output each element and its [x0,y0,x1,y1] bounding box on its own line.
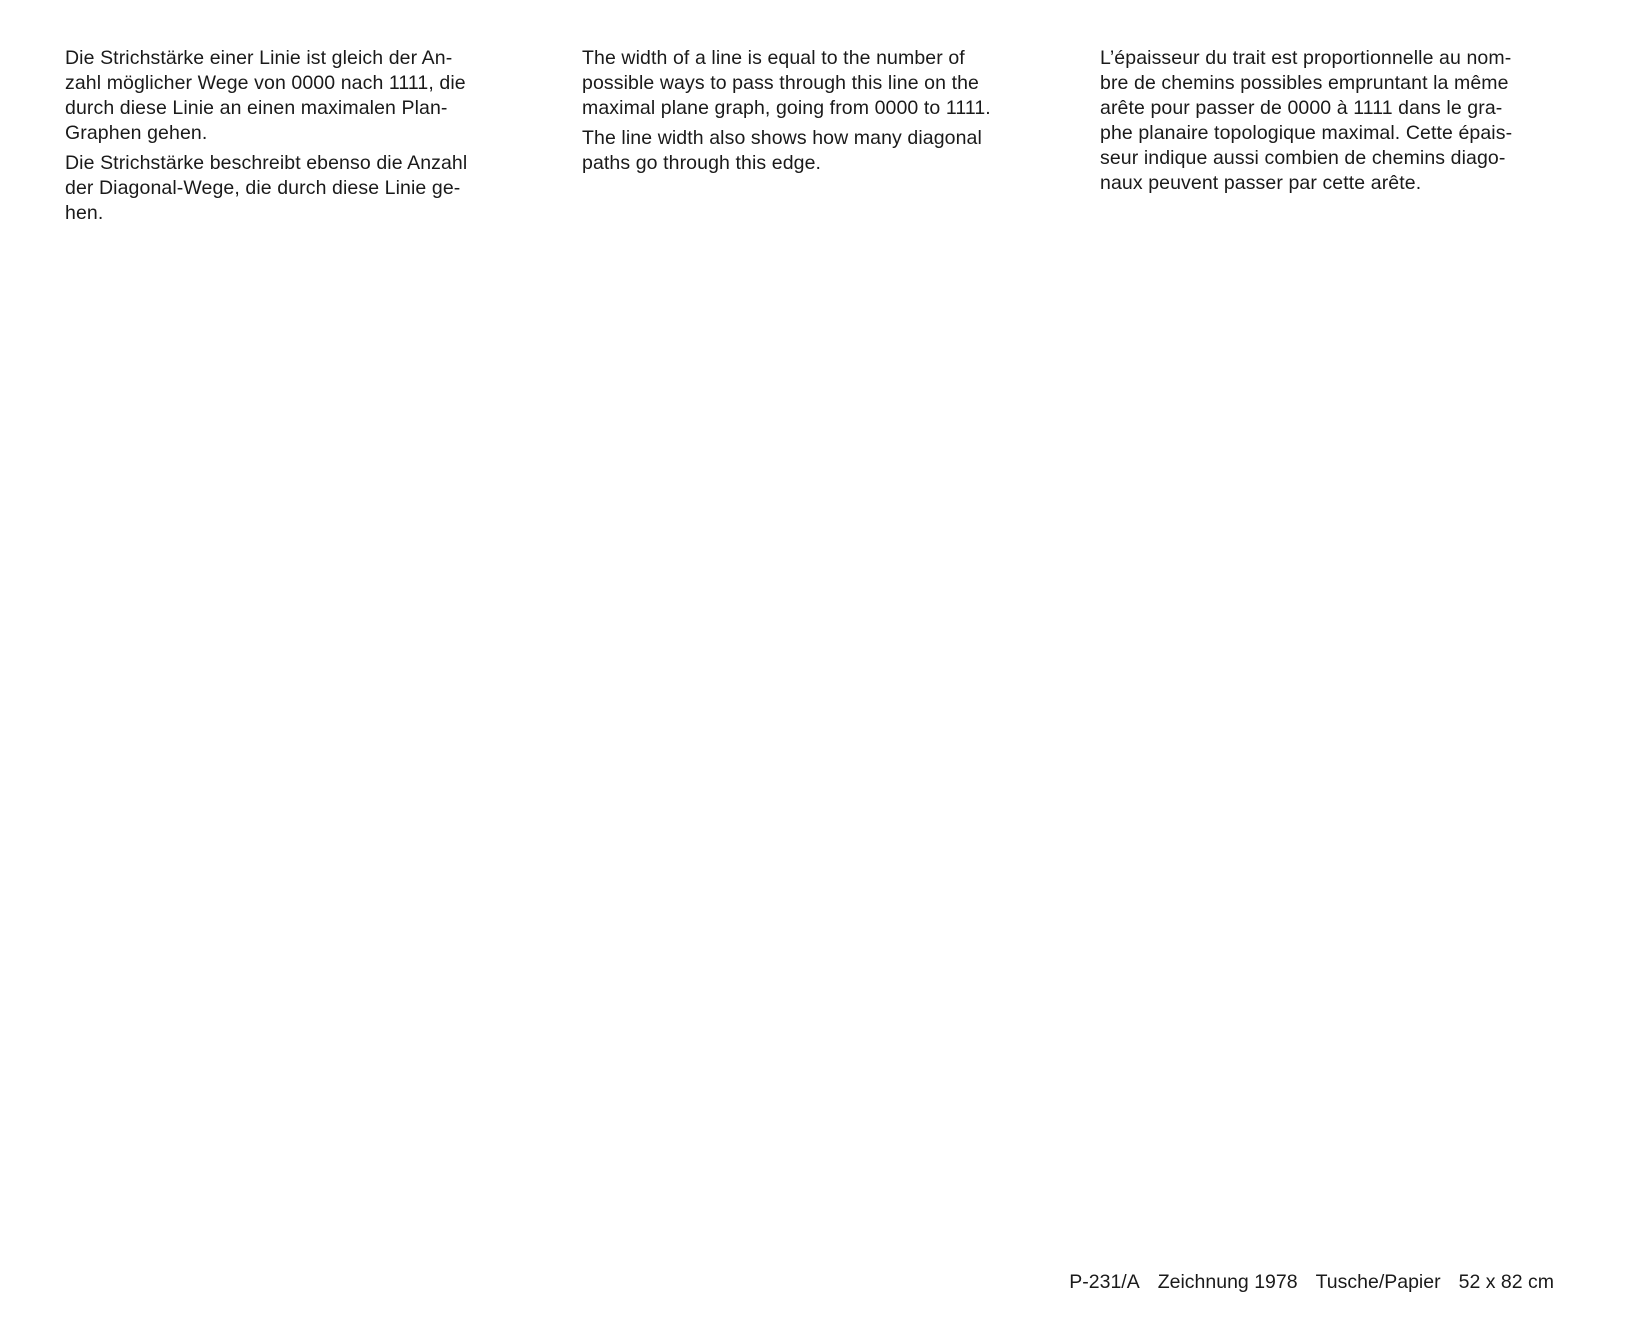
text-line: The line width also shows how many diagonal [582,127,982,149]
catalog-number: P-231/A [1069,1271,1140,1293]
dimensions: 52 x 82 cm [1458,1271,1554,1293]
text-line: Graphen gehen. [65,122,208,144]
english-text-column [582,46,1032,181]
french-paragraph-1 [1100,46,1560,196]
english-paragraph-2 [582,126,1032,176]
text-line: hen. [65,202,104,224]
english-paragraph-1 [582,46,1032,121]
artwork-caption [1069,1270,1554,1295]
text-line: L’épaisseur du trait est proportionnelle au nom- [1100,47,1512,69]
medium: Tusche/Papier [1315,1271,1441,1293]
text-line: paths go through this edge. [582,152,822,174]
german-text-column [65,46,515,231]
text-line: The width of a line is equal to the number of [582,47,965,69]
text-line: possible ways to pass through this line on the [582,72,979,94]
german-paragraph-1 [65,46,515,146]
text-line: der Diagonal-Wege, die durch diese Linie ge- [65,177,461,199]
text-line: durch diese Linie an einen maximalen Plan- [65,97,448,119]
text-line: Die Strichstärke beschreibt ebenso die Anzahl [65,152,468,174]
text-line: Die Strichstärke einer Linie ist gleich der An- [65,47,453,69]
text-line: naux peuvent passer par cette arête. [1100,172,1422,194]
text-line: phe planaire topologique maximal. Cette épais- [1100,122,1513,144]
work-title: Zeichnung 1978 [1157,1271,1298,1293]
text-line: arête pour passer de 0000 à 1111 dans le gra- [1100,97,1503,119]
text-line: bre de chemins possibles empruntant la même [1100,72,1509,94]
text-line: maximal plane graph, going from 0000 to 1111. [582,97,991,119]
text-line: seur indique aussi combien de chemins diago- [1100,147,1506,169]
text-line: zahl möglicher Wege von 0000 nach 1111, die [65,72,466,94]
german-paragraph-2 [65,151,515,226]
french-text-column [1100,46,1560,201]
